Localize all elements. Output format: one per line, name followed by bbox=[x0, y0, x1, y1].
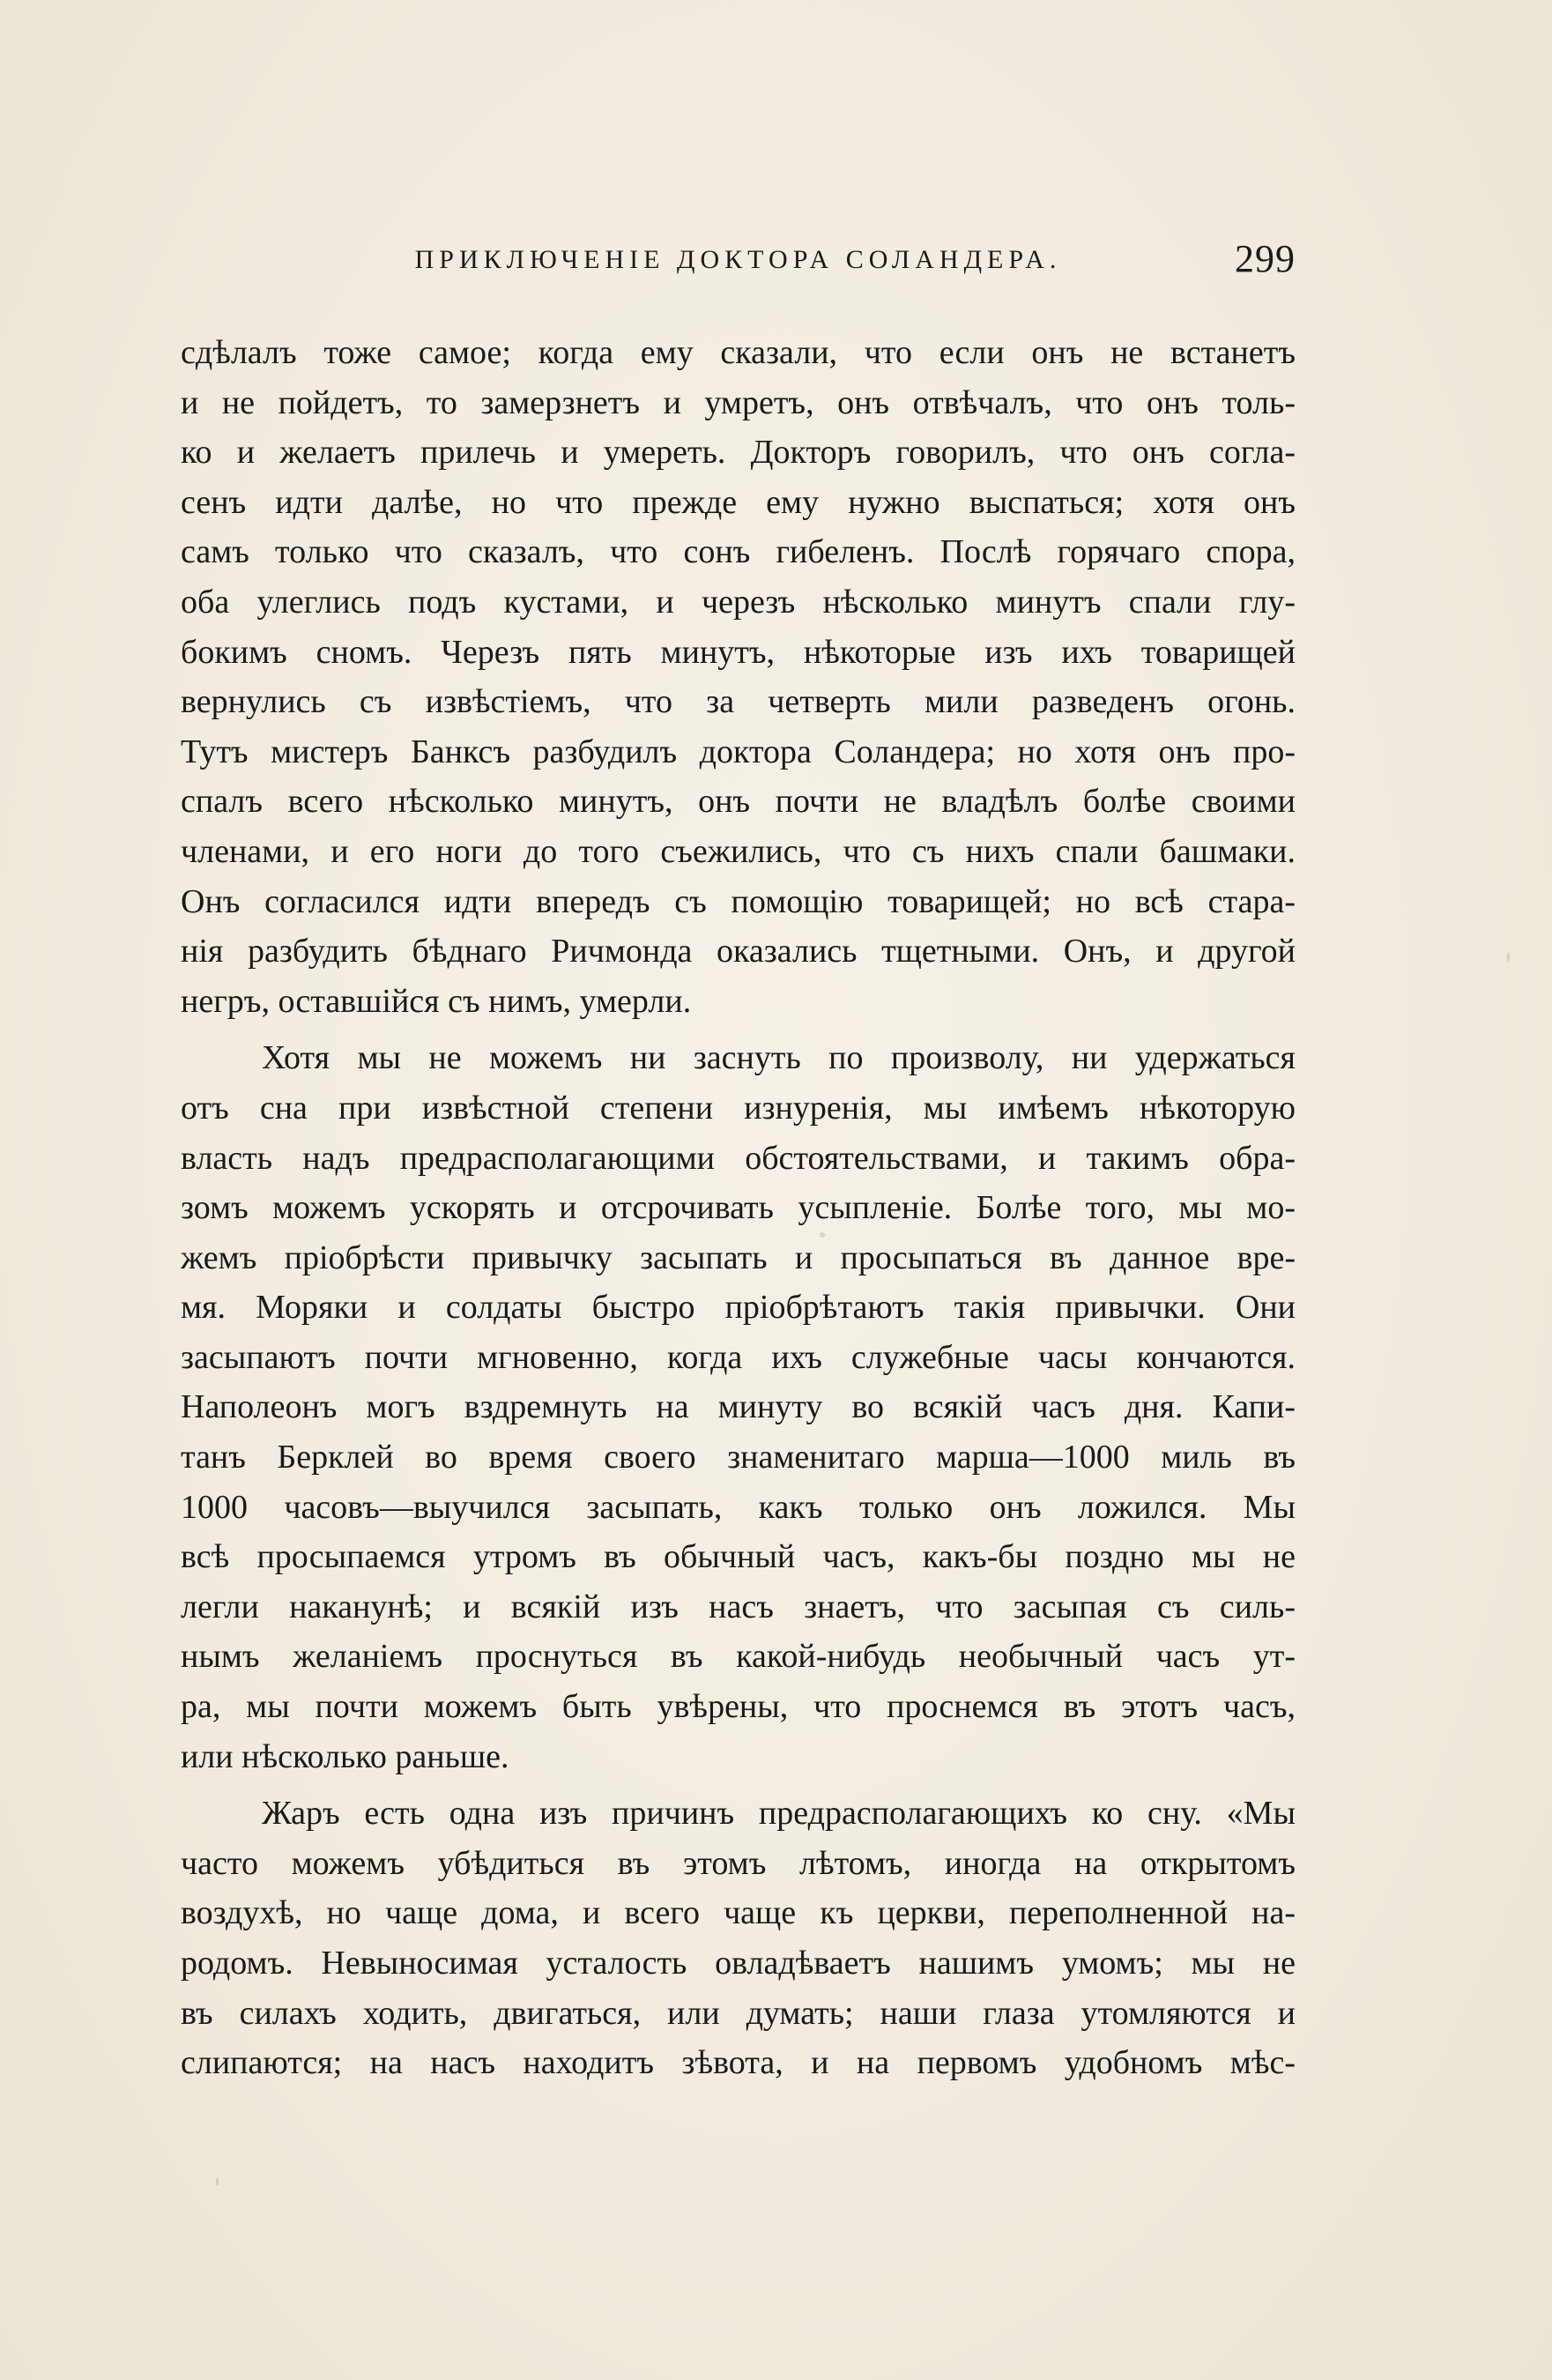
text-line: Хотя мы не можемъ ни заснуть по произволу, ни удержаться bbox=[262, 1039, 1296, 1077]
paragraph bbox=[181, 1789, 1296, 2088]
text-line: самъ только что сказалъ, что сонъ гибеленъ. Послѣ горячаго спора, bbox=[181, 533, 1296, 571]
paper-speck bbox=[216, 2177, 219, 2186]
text-line: сенъ идти далѣе, но что прежде ему нужно выспаться; хотя онъ bbox=[181, 483, 1296, 521]
page-header bbox=[181, 236, 1296, 298]
text-line: Жаръ есть одна изъ причинъ предрасполагающихъ ко сну. «Мы bbox=[262, 1795, 1296, 1833]
text-line: бокимъ сномъ. Черезъ пять минутъ, нѣкоторые изъ ихъ товарищей bbox=[181, 633, 1296, 671]
text-line: вернулись съ извѣстіемъ, что за четверть мили разведенъ огонь. bbox=[181, 683, 1296, 721]
text-line: всѣ просыпаемся утромъ въ обычный часъ, какъ-бы поздно мы не bbox=[181, 1538, 1296, 1576]
page-number: 299 bbox=[1235, 237, 1296, 280]
text-line: засыпаютъ почти мгновенно, когда ихъ служебные часы кончаются. bbox=[181, 1338, 1296, 1376]
text-line: оба улеглись подъ кустами, и черезъ нѣсколько минутъ спали глу- bbox=[181, 583, 1296, 621]
body-text bbox=[181, 328, 1296, 2088]
text-line: членами, и его ноги до того съежились, что съ нихъ спали башмаки. bbox=[181, 832, 1296, 870]
running-head: ПРИКЛЮЧЕНІЕ ДОКТОРА СОЛАНДЕРА. bbox=[414, 245, 1062, 274]
text-line: нымъ желаніемъ проснуться въ какой-нибудь необычный часъ ут- bbox=[181, 1638, 1296, 1676]
text-line: сдѣлалъ тоже самое; когда ему сказали, что если онъ не встанетъ bbox=[181, 334, 1296, 371]
text-line: зомъ можемъ ускорять и отсрочивать усыпленіе. Болѣе того, мы мо- bbox=[181, 1189, 1296, 1227]
paragraph bbox=[181, 1033, 1296, 1781]
text-line: танъ Берклей во время своего знаменитаго марша—1000 миль въ bbox=[181, 1439, 1296, 1476]
text-line: ко и желаетъ прилечь и умереть. Докторъ говорилъ, что онъ согла- bbox=[181, 434, 1296, 472]
text-line: Наполеонъ могъ вздремнуть на минуту во всякій часъ дня. Капи- bbox=[181, 1388, 1296, 1426]
text-line: нія разбудить бѣднаго Ричмонда оказались тщетными. Онъ, и другой bbox=[181, 933, 1296, 971]
text-line: родомъ. Невыносимая усталость овладѣваетъ нашимъ умомъ; мы не bbox=[181, 1945, 1296, 1982]
text-line: 1000 часовъ—выучился засыпать, какъ только онъ ложился. Мы bbox=[181, 1488, 1296, 1526]
paper-speck bbox=[1507, 952, 1510, 963]
text-line: власть надъ предрасполагающими обстоятельствами, и такимъ обра- bbox=[181, 1139, 1296, 1177]
text-line: въ силахъ ходить, двигаться, или думать; наши глаза утомляются и bbox=[181, 1994, 1296, 2032]
text-line: или нѣсколько раньше. bbox=[181, 1737, 509, 1775]
text-line: легли наканунѣ; и всякій изъ насъ знаетъ, что засыпая съ силь- bbox=[181, 1588, 1296, 1625]
text-line: часто можемъ убѣдиться въ этомъ лѣтомъ, иногда на открытомъ bbox=[181, 1844, 1296, 1882]
text-line: Онъ согласился идти впередъ съ помощію товарищей; но всѣ стара- bbox=[181, 882, 1296, 920]
text-line: Тутъ мистеръ Банксъ разбудилъ доктора Соландера; но хотя онъ про- bbox=[181, 733, 1296, 770]
paragraph-gap bbox=[181, 1026, 1296, 1033]
text-line: жемъ пріобрѣсти привычку засыпать и просыпаться въ данное вре- bbox=[181, 1238, 1296, 1276]
paragraph bbox=[181, 328, 1296, 1026]
text-line: слипаются; на насъ находитъ зѣвота, и на первомъ удобномъ мѣс- bbox=[181, 2044, 1296, 2082]
paragraph-gap bbox=[181, 1781, 1296, 1789]
paper-speck bbox=[820, 1232, 825, 1238]
text-line: мя. Моряки и солдаты быстро пріобрѣтаютъ такія привычки. Они bbox=[181, 1289, 1296, 1327]
text-line: спалъ всего нѣсколько минутъ, онъ почти не владѣлъ болѣе своими bbox=[181, 783, 1296, 821]
text-line: ра, мы почти можемъ быть увѣрены, что проснемся въ этотъ часъ, bbox=[181, 1688, 1296, 1726]
text-line: отъ сна при извѣстной степени изнуренія, мы имѣемъ нѣкоторую bbox=[181, 1089, 1296, 1127]
text-line: воздухѣ, но чаще дома, и всего чаще къ церкви, переполненной на- bbox=[181, 1894, 1296, 1932]
text-line: негръ, оставшійся съ нимъ, умерли. bbox=[181, 982, 692, 1020]
text-line: и не пойдетъ, то замерзнетъ и умретъ, онъ отвѣчалъ, что онъ толь- bbox=[181, 383, 1296, 421]
